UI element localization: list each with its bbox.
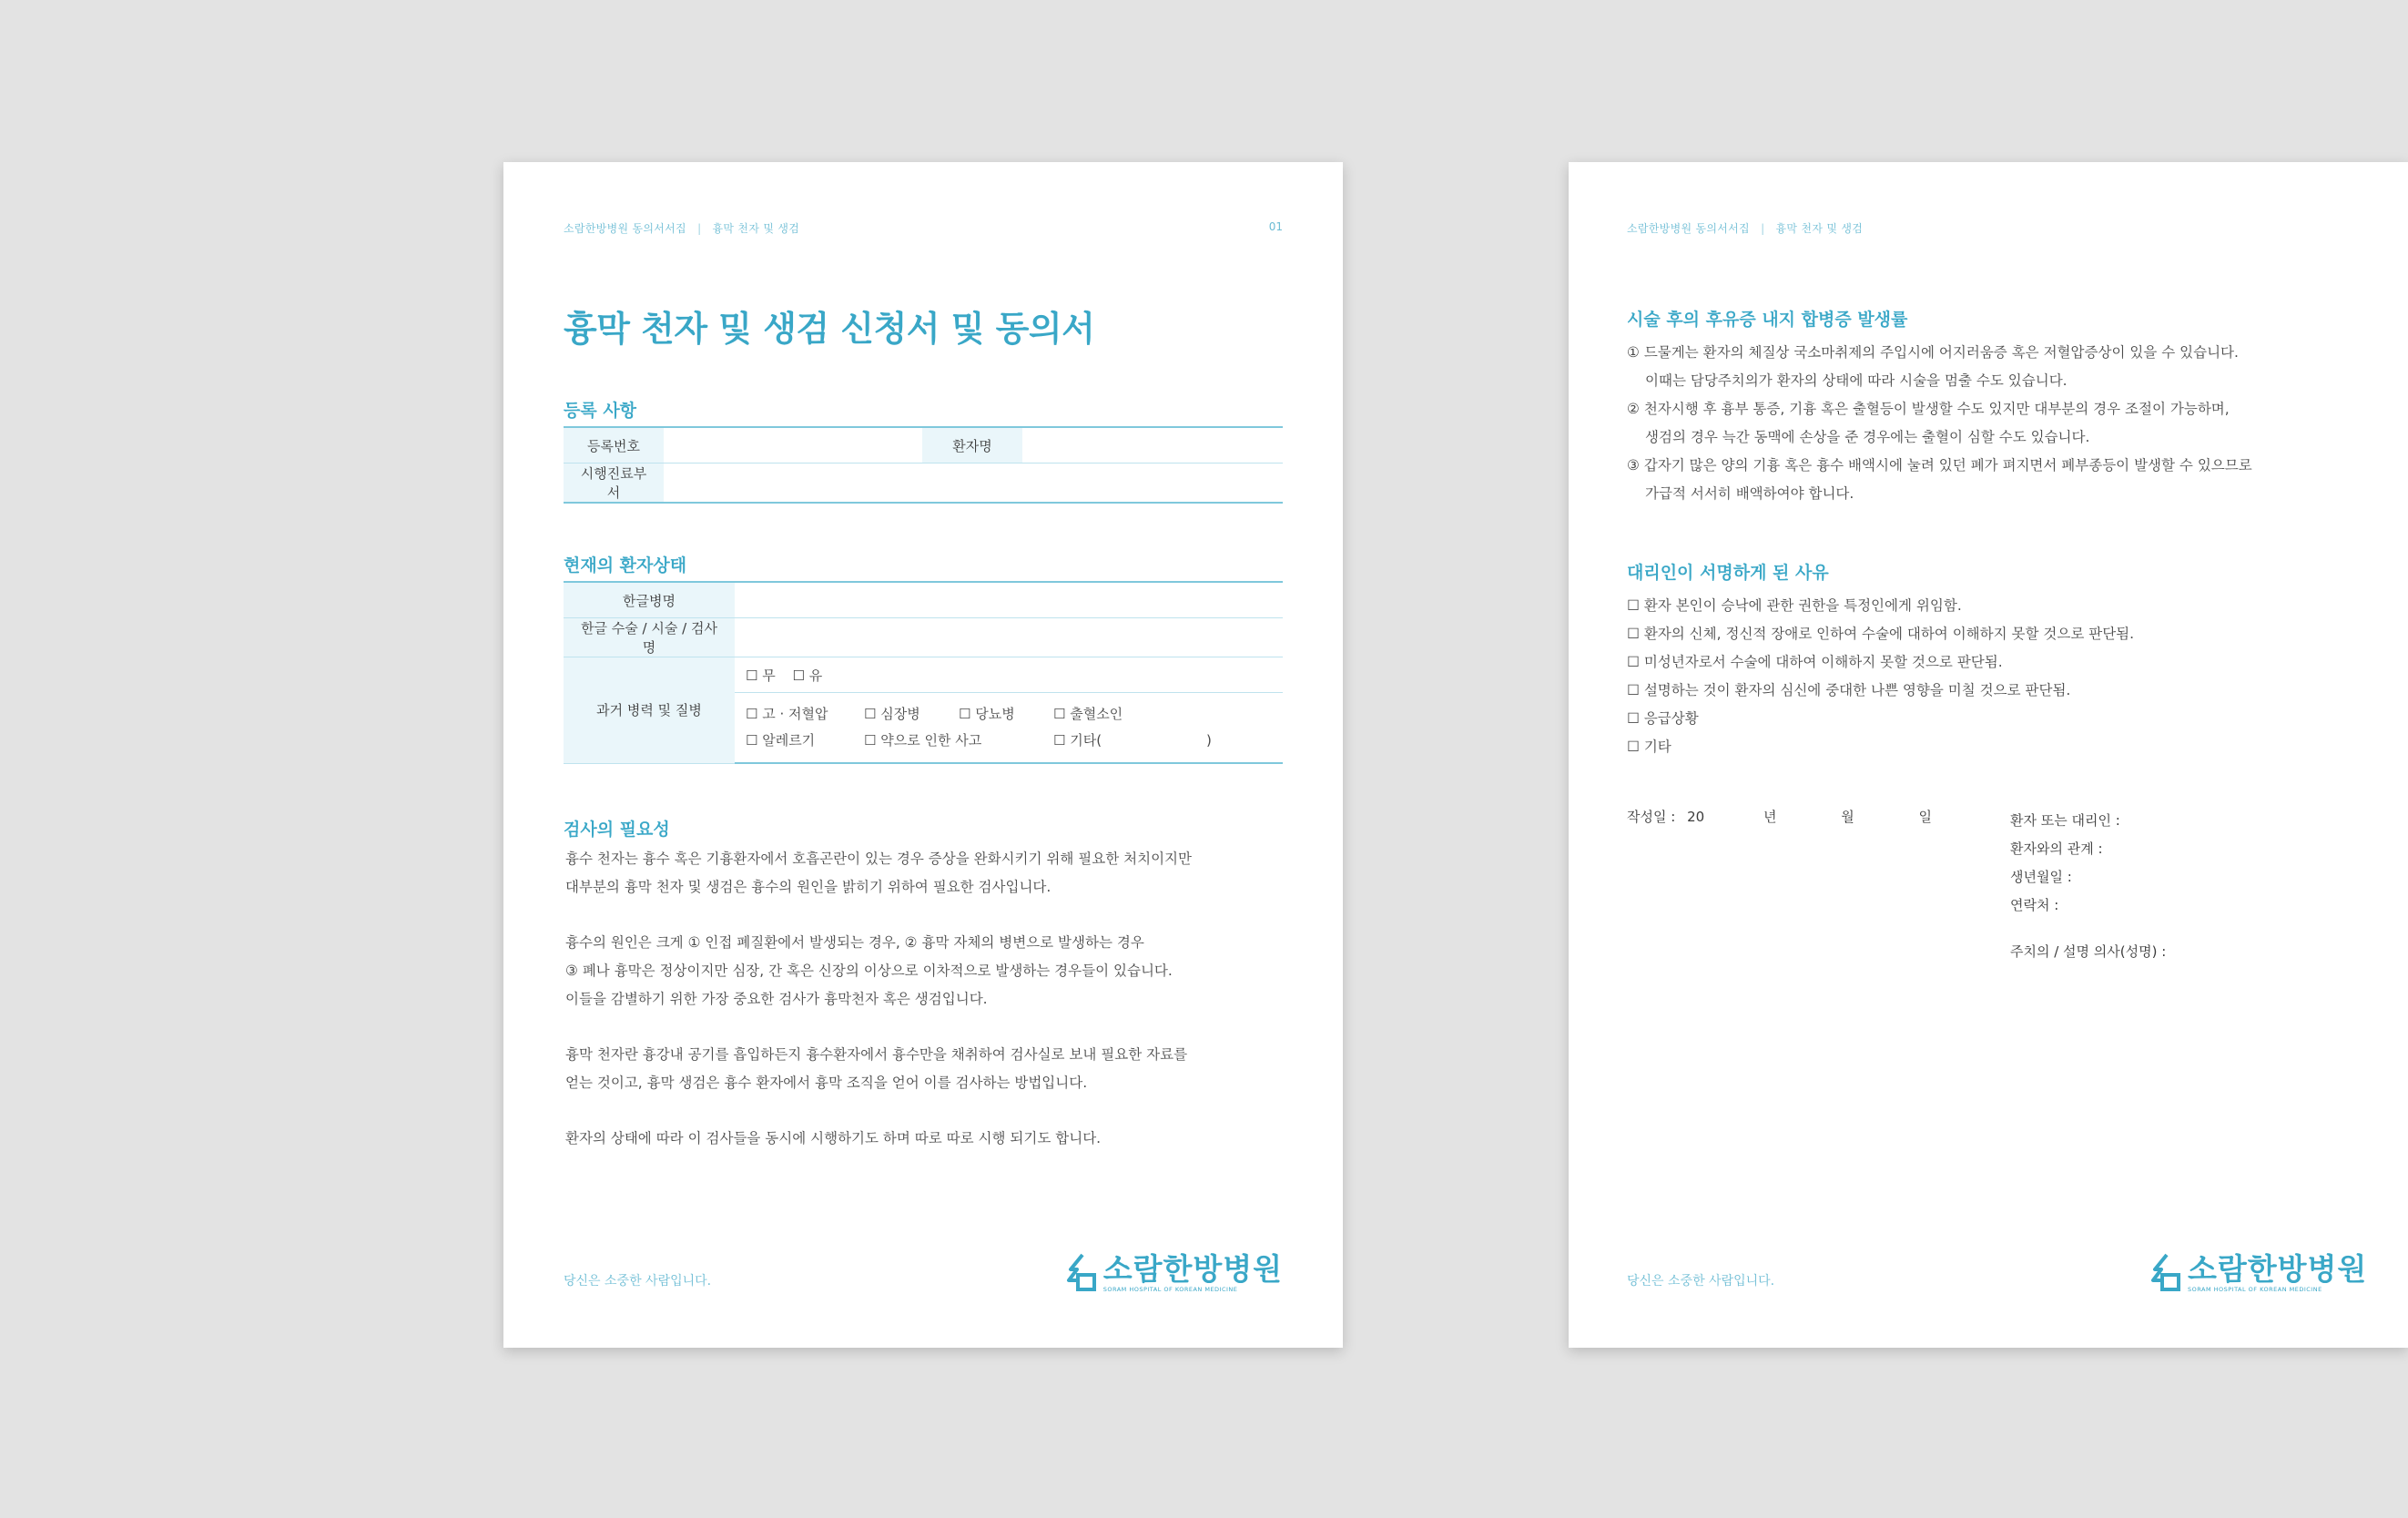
other-condition-close: ) — [1206, 732, 1212, 749]
day-label: 일 — [1918, 809, 1933, 825]
logo-name: 소람한방병원 — [2188, 1251, 2368, 1287]
patient-or-proxy-field[interactable]: 환자 또는 대리인 : — [2010, 812, 2120, 829]
logo-name: 소람한방병원 — [1102, 1251, 1283, 1287]
dept-label: 시행진료부서 — [564, 464, 664, 504]
relation-field[interactable]: 환자와의 관계 : — [2010, 841, 2103, 857]
diagnosis-field[interactable] — [735, 582, 1283, 618]
consent-form-page-2 — [1569, 162, 2408, 1348]
necessity-line: 이들을 감별하기 위한 가장 중요한 검사가 흉막천자 혹은 생검입니다. — [565, 991, 988, 1007]
heart-disease-checkbox[interactable]: ☐ 심장병 — [864, 706, 920, 722]
necessity-line: ③ 폐나 흉막은 정상이지만 심장, 간 혹은 신장의 이상으로 이차적으로 발생하는 경우들이 있습니다. — [565, 963, 1173, 979]
drug-accident-checkbox[interactable]: ☐ 약으로 인한 사고 — [864, 732, 982, 749]
necessity-line: 흉수 천자는 흉수 혹은 기흉환자에서 호흡곤란이 있는 경우 증상을 완화시키기 위해 필요한 처치이지만 — [565, 851, 1192, 867]
header-section: 흉막 천자 및 생검 — [1775, 222, 1864, 235]
hypertension-checkbox[interactable]: ☐ 고 · 저혈압 — [746, 706, 828, 722]
necessity-line: 얻는 것이고, 흉막 생검은 흉수 환자에서 흉막 조직을 얻어 이를 검사하는 방법입니다. — [565, 1075, 1088, 1091]
reg-no-label: 등록번호 — [564, 427, 664, 464]
status-table — [564, 581, 1283, 764]
proxy-reason-checkbox[interactable]: ☐ 응급상황 — [1627, 710, 1699, 727]
hospital-logo — [2151, 1253, 2367, 1293]
necessity-line: 대부분의 흉막 천자 및 생검은 흉수의 원인을 밝히기 위하여 필요한 검사입니다. — [565, 879, 1052, 895]
necessity-body — [565, 845, 1192, 1153]
month-label: 월 — [1841, 809, 1854, 825]
logo-mark-icon — [2151, 1253, 2182, 1291]
procedure-label: 한글 수술 / 시술 / 검사명 — [564, 618, 735, 657]
proxy-reason-list — [1627, 592, 2134, 761]
patient-name-label: 환자명 — [922, 427, 1022, 464]
logo-subtitle: SORAM HOSPITAL OF KOREAN MEDICINE — [2188, 1286, 2322, 1293]
complications-heading: 시술 후의 후유증 내지 합병증 발생률 — [1627, 310, 1908, 330]
complication-line: 가급적 서서히 배액하여야 합니다. — [1645, 485, 1854, 502]
history-yes-checkbox[interactable]: ☐ 유 — [792, 667, 823, 684]
complications-list — [1627, 339, 2252, 508]
necessity-heading: 검사의 필요성 — [564, 820, 670, 840]
birthdate-field[interactable]: 생년월일 : — [2010, 869, 2072, 885]
necessity-line: 흉막 천자란 흉강내 공기를 흡입하든지 흉수환자에서 흉수만을 채취하여 검사실로 보내 필요한 자료를 — [565, 1046, 1188, 1063]
date-line — [1627, 807, 1932, 826]
diabetes-checkbox[interactable]: ☐ 당뇨병 — [959, 706, 1015, 722]
complication-line: ③ 갑자기 많은 양의 기흉 혹은 흉수 배액시에 눌려 있던 폐가 펴지면서 폐부종등이 발생할 수 있으므로 — [1627, 457, 2252, 474]
year-prefix[interactable]: 20 — [1687, 809, 1705, 825]
hospital-logo — [1067, 1253, 1283, 1293]
proxy-heading: 대리인이 서명하게 된 사유 — [1627, 563, 1829, 583]
page-number: 01 — [1268, 220, 1283, 233]
reg-no-field[interactable] — [664, 427, 922, 464]
header-divider: | — [697, 222, 702, 235]
registration-table — [564, 426, 1283, 504]
contact-field[interactable]: 연락처 : — [2010, 897, 2059, 913]
procedure-field[interactable] — [735, 618, 1283, 657]
necessity-line: 흉수의 원인은 크게 ① 인접 폐질환에서 발생되는 경우, ② 흉막 자체의 병변으로 발생하는 경우 — [565, 934, 1144, 951]
proxy-reason-checkbox[interactable]: ☐ 기타 — [1627, 739, 1671, 755]
proxy-reason-checkbox[interactable]: ☐ 미성년자로서 수술에 대하여 이해하지 못할 것으로 판단됨. — [1627, 654, 2003, 670]
complication-line: 이때는 담당주치의가 환자의 상태에 따라 시술을 멈출 수도 있습니다. — [1645, 372, 2068, 389]
history-none-checkbox[interactable]: ☐ 무 — [746, 667, 776, 684]
proxy-reason-checkbox[interactable]: ☐ 환자의 신체, 정신적 장애로 인하여 수술에 대하여 이해하지 못할 것으로 판단됨. — [1627, 626, 2135, 642]
diagnosis-label: 한글병명 — [564, 582, 735, 618]
date-label: 작성일 : — [1627, 809, 1676, 825]
status-heading: 현재의 환자상태 — [564, 555, 687, 576]
logo-mark-icon — [1067, 1253, 1098, 1291]
page-header — [1627, 220, 1863, 236]
proxy-reason-checkbox[interactable]: ☐ 환자 본인이 승낙에 관한 권한을 특정인에게 위임함. — [1627, 597, 1962, 614]
complication-line: ① 드물게는 환자의 체질상 국소마취제의 주입시에 어지러움증 혹은 저혈압증상이 있을 수 있습니다. — [1627, 344, 2239, 361]
year-label: 년 — [1763, 809, 1777, 825]
necessity-line: 환자의 상태에 따라 이 검사들을 동시에 시행하기도 하며 따로 따로 시행 되기도 합니다. — [565, 1130, 1102, 1146]
header-section: 흉막 천자 및 생검 — [712, 222, 800, 235]
consent-form-page-1 — [503, 162, 1343, 1348]
footer-tagline: 당신은 소중한 사람입니다. — [564, 1274, 712, 1289]
logo-subtitle: SORAM HOSPITAL OF KOREAN MEDICINE — [1102, 1286, 1238, 1293]
page-header — [564, 220, 799, 236]
signature-block — [2010, 807, 2166, 966]
complication-line: ② 천자시행 후 흉부 통증, 기흉 혹은 출혈등이 발생할 수도 있지만 대부분의 경우 조절이 가능하며, — [1627, 401, 2230, 417]
dept-field[interactable] — [664, 464, 1283, 504]
registration-heading: 등록 사항 — [564, 401, 637, 421]
patient-name-field[interactable] — [1022, 427, 1283, 464]
footer-tagline: 당신은 소중한 사람입니다. — [1627, 1274, 1775, 1289]
other-condition-checkbox[interactable]: ☐ 기타( — [1053, 732, 1102, 749]
header-brand: 소람한방병원 동의서서집 — [564, 222, 686, 235]
bleeding-tendency-checkbox[interactable]: ☐ 출혈소인 — [1053, 706, 1123, 722]
allergy-checkbox[interactable]: ☐ 알레르기 — [746, 732, 816, 749]
complication-line: 생검의 경우 늑간 동맥에 손상을 준 경우에는 출혈이 심할 수도 있습니다. — [1645, 429, 2090, 445]
history-label: 과거 병력 및 질병 — [564, 657, 735, 764]
doctor-field[interactable]: 주치의 / 설명 의사(성명) : — [2010, 943, 2167, 960]
header-brand: 소람한방병원 동의서서집 — [1627, 222, 1750, 235]
header-divider: | — [1761, 222, 1765, 235]
document-title: 흉막 천자 및 생검 신청서 및 동의서 — [564, 309, 1095, 349]
proxy-reason-checkbox[interactable]: ☐ 설명하는 것이 환자의 심신에 중대한 나쁜 영향을 미칠 것으로 판단됨. — [1627, 682, 2071, 698]
